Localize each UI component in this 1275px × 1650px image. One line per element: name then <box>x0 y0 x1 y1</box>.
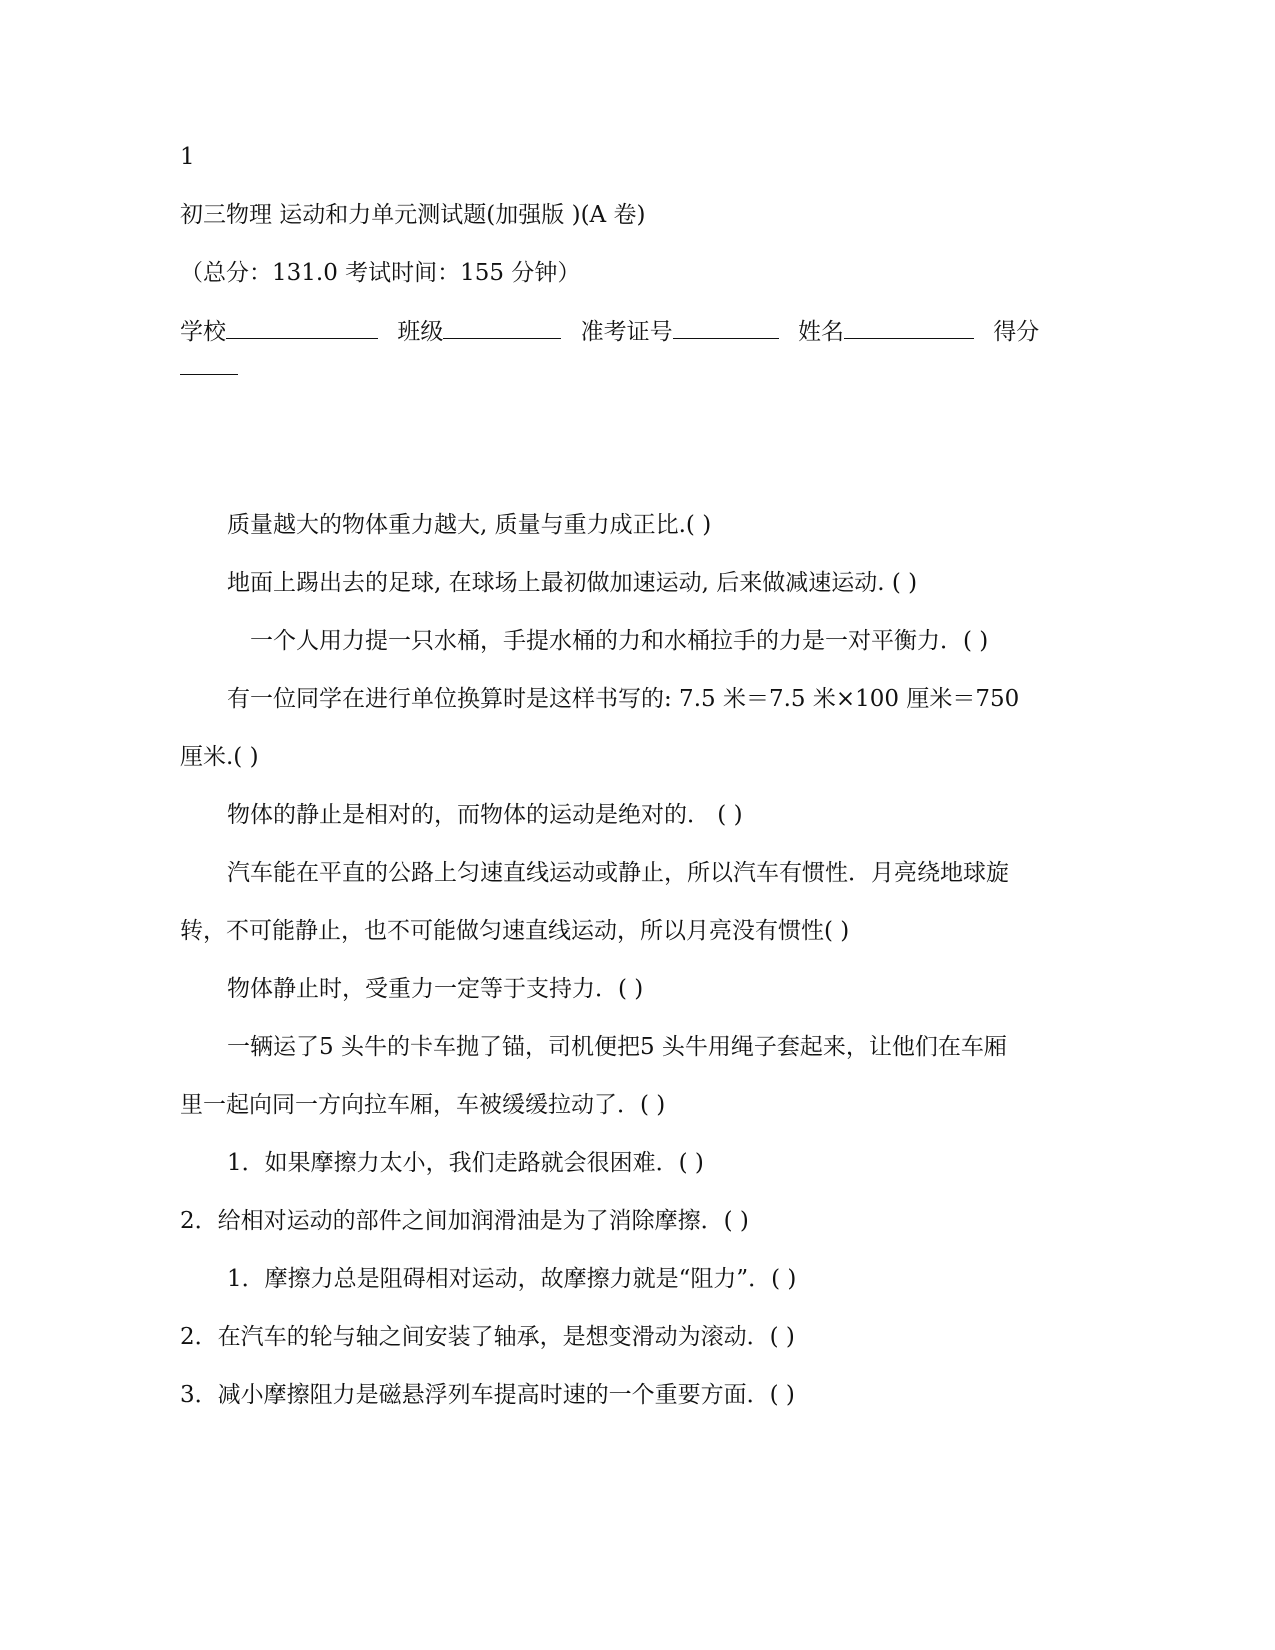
question-item: 地面上踢出去的足球, 在球场上最初做加速运动, 后来做减速运动. ( ) <box>227 570 918 596</box>
question-item: 物体的静止是相对的，而物体的运动是绝对的． ( ) <box>227 802 743 828</box>
field-class-label: 班级 <box>397 319 444 345</box>
field-class-blank[interactable] <box>443 316 561 339</box>
field-class <box>397 319 573 345</box>
exam-meta: （总分：131.0 考试时间：155 分钟） <box>180 260 581 286</box>
field-name-label: 姓名 <box>797 319 844 345</box>
field-name-blank[interactable] <box>844 316 974 339</box>
question-item: 1．如果摩擦力太小，我们走路就会很困难．( ) <box>227 1150 704 1176</box>
question-item: 物体静止时，受重力一定等于支持力．( ) <box>227 976 644 1002</box>
field-school <box>180 319 390 345</box>
field-exam-id <box>581 319 791 345</box>
exam-title: 初三物理 运动和力单元测试题(加强版 )(A 卷) <box>180 202 646 228</box>
question-item: 2．在汽车的轮与轴之间安装了轴承，是想变滑动为滚动．( ) <box>180 1324 795 1350</box>
field-exam-id-blank[interactable] <box>673 316 779 339</box>
field-school-blank[interactable] <box>226 316 378 339</box>
field-name <box>798 319 986 345</box>
field-score-blank[interactable] <box>180 352 250 383</box>
question-item: 2．给相对运动的部件之间加润滑油是为了消除摩擦．( ) <box>180 1208 749 1234</box>
question-item: 汽车能在平直的公路上匀速直线运动或静止，所以汽车有惯性．月亮绕地球旋 <box>227 860 1009 886</box>
field-school-label: 学校 <box>180 319 226 345</box>
question-item-continued: 厘米.( ) <box>180 744 259 770</box>
question-item: 质量越大的物体重力越大, 质量与重力成正比.( ) <box>227 512 712 538</box>
field-score-label: 得分 <box>993 319 1040 345</box>
page-number: 1 <box>180 144 195 170</box>
question-item: 有一位同学在进行单位换算时是这样书写的: 7.5 米＝7.5 米×100 厘米＝750 <box>227 686 1020 712</box>
question-item-continued: 转，不可能静止，也不可能做匀速直线运动，所以月亮没有惯性( ) <box>180 918 850 944</box>
field-exam-id-label: 准考证号 <box>580 319 673 345</box>
question-item: 一个人用力提一只水桶，手提水桶的力和水桶拉手的力是一对平衡力．( ) <box>250 628 989 654</box>
question-item: 一辆运了5 头牛的卡车抛了锚，司机便把5 头牛用绳子套起来，让他们在车厢 <box>227 1034 1007 1060</box>
question-item-continued: 里一起向同一方向拉车厢，车被缓缓拉动了．( ) <box>180 1092 666 1118</box>
question-item: 3．减小摩擦阻力是磁悬浮列车提高时速的一个重要方面．( ) <box>180 1382 795 1408</box>
question-item: 1．摩擦力总是阻碍相对运动，故摩擦力就是“阻力”．( ) <box>227 1266 797 1292</box>
student-info-fields <box>180 316 1039 347</box>
field-score <box>993 319 1039 345</box>
